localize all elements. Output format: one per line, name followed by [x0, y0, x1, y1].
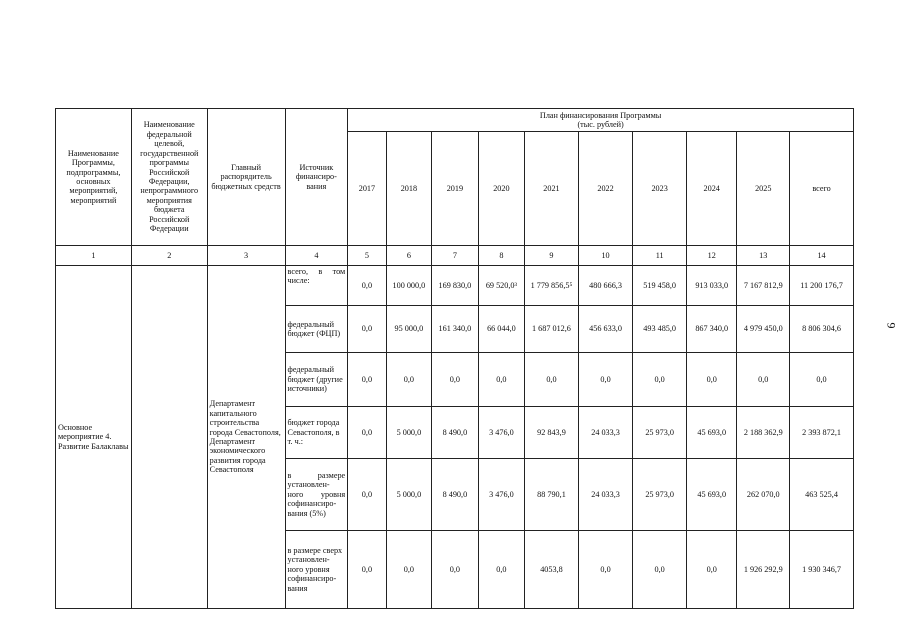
value-cell: 0,0	[386, 531, 432, 609]
value-cell: 25 973,0	[633, 459, 687, 531]
value-cell: 463 525,4	[790, 459, 854, 531]
value-cell: 8 490,0	[432, 407, 479, 459]
year-cell: 2025	[737, 132, 790, 246]
column-number: 12	[686, 246, 737, 266]
value-cell: 1 779 856,5⁵	[525, 266, 579, 306]
column-number: 5	[348, 246, 386, 266]
value-cell: 519 458,0	[633, 266, 687, 306]
column-number: 2	[131, 246, 207, 266]
value-cell: 0,0	[525, 353, 579, 407]
value-cell: 480 666,3	[578, 266, 633, 306]
value-cell: 24 033,3	[578, 459, 633, 531]
column-number: 9	[525, 246, 579, 266]
column-number: 3	[207, 246, 285, 266]
value-cell: 913 033,0	[686, 266, 737, 306]
value-cell: 262 070,0	[737, 459, 790, 531]
column-number-row	[56, 246, 854, 266]
measure-name-cell: Основное мероприятие 4. Развитие Балаклавы	[56, 266, 132, 609]
column-number: 6	[386, 246, 432, 266]
source-cell: бюджет города Севастополя, в т. ч.:	[285, 407, 348, 459]
program-name-cell	[131, 266, 207, 609]
year-cell: 2020	[478, 132, 525, 246]
value-cell: 0,0	[478, 353, 525, 407]
value-cell: 3 476,0	[478, 407, 525, 459]
value-cell: 25 973,0	[633, 407, 687, 459]
value-cell: 8 490,0	[432, 459, 479, 531]
header-program-name: Наименование федеральной целевой, государственной программы Российской Федерации, непрограммного мероприятия бюджета Российской Федерации	[131, 109, 207, 246]
year-cell: 2022	[578, 132, 633, 246]
value-cell: 0,0	[790, 353, 854, 407]
value-cell: 1 687 012,6	[525, 306, 579, 353]
header-row-1	[56, 109, 854, 132]
page-number: 9	[884, 322, 899, 329]
value-cell: 0,0	[432, 353, 479, 407]
value-cell: 0,0	[348, 353, 386, 407]
column-number: 4	[285, 246, 348, 266]
source-cell: в размере установлен-ного уровня софинансиро-вания (5%)	[285, 459, 348, 531]
value-cell: 5 000,0	[386, 407, 432, 459]
plan-title: План финансирования Программы	[539, 110, 662, 120]
year-cell: 2019	[432, 132, 479, 246]
value-cell: 88 790,1	[525, 459, 579, 531]
value-cell: 8 806 304,6	[790, 306, 854, 353]
value-cell: 0,0	[737, 353, 790, 407]
value-cell: 100 000,0	[386, 266, 432, 306]
financing-table	[55, 108, 854, 609]
value-cell: 69 520,0³	[478, 266, 525, 306]
value-cell: 95 000,0	[386, 306, 432, 353]
header-measure-name: Наименование Программы, подпрограммы, основных мероприятий, мероприятий	[56, 109, 132, 246]
column-number: 7	[432, 246, 479, 266]
column-number: 8	[478, 246, 525, 266]
header-source: Источник финансиро-вания	[285, 109, 348, 246]
column-number: 10	[578, 246, 633, 266]
year-cell: 2017	[348, 132, 386, 246]
value-cell: 0,0	[633, 353, 687, 407]
value-cell: 0,0	[633, 531, 687, 609]
value-cell: 45 693,0	[686, 407, 737, 459]
value-cell: 867 340,0	[686, 306, 737, 353]
source-cell: федеральный бюджет (ФЦП)	[285, 306, 348, 353]
value-cell: 0,0	[478, 531, 525, 609]
value-cell: 4 979 450,0	[737, 306, 790, 353]
value-cell: 1 930 346,7	[790, 531, 854, 609]
column-number: 11	[633, 246, 687, 266]
value-cell: 4053,8	[525, 531, 579, 609]
value-cell: 45 693,0	[686, 459, 737, 531]
value-cell: 0,0	[348, 266, 386, 306]
value-cell: 0,0	[348, 531, 386, 609]
value-cell: 161 340,0	[432, 306, 479, 353]
value-cell: 2 188 362,9	[737, 407, 790, 459]
year-cell: 2023	[633, 132, 687, 246]
year-cell: 2021	[525, 132, 579, 246]
year-cell: 2024	[686, 132, 737, 246]
source-cell: всего, в том числе:	[285, 266, 348, 306]
column-number: 14	[790, 246, 854, 266]
value-cell: 7 167 812,9	[737, 266, 790, 306]
value-cell: 92 843,9	[525, 407, 579, 459]
header-administrator: Главный распорядитель бюджетных средств	[207, 109, 285, 246]
value-cell: 493 485,0	[633, 306, 687, 353]
value-cell: 3 476,0	[478, 459, 525, 531]
column-number: 1	[56, 246, 132, 266]
value-cell: 0,0	[348, 407, 386, 459]
column-number: 13	[737, 246, 790, 266]
value-cell: 0,0	[386, 353, 432, 407]
value-cell: 456 633,0	[578, 306, 633, 353]
plan-unit: (тыс. рублей)	[577, 120, 624, 129]
header-plan	[348, 109, 854, 132]
year-cell: всего	[790, 132, 854, 246]
value-cell: 0,0	[348, 459, 386, 531]
source-cell: федеральный бюджет (другие источники)	[285, 353, 348, 407]
value-cell: 66 044,0	[478, 306, 525, 353]
value-cell: 0,0	[578, 353, 633, 407]
value-cell: 0,0	[686, 531, 737, 609]
value-cell: 1 926 292,9	[737, 531, 790, 609]
value-cell: 11 200 176,7	[790, 266, 854, 306]
year-cell: 2018	[386, 132, 432, 246]
value-cell: 0,0	[578, 531, 633, 609]
table-row	[56, 266, 854, 306]
source-cell: в размере сверх установлен-ного уровня софинансиро-вания	[285, 531, 348, 609]
value-cell: 0,0	[348, 306, 386, 353]
value-cell: 2 393 872,1	[790, 407, 854, 459]
value-cell: 169 830,0	[432, 266, 479, 306]
value-cell: 24 033,3	[578, 407, 633, 459]
value-cell: 0,0	[686, 353, 737, 407]
value-cell: 5 000,0	[386, 459, 432, 531]
administrator-cell: Департамент капитального строительства города Севастополя, Департамент экономического развития города Севастополя	[207, 266, 285, 609]
value-cell: 0,0	[432, 531, 479, 609]
